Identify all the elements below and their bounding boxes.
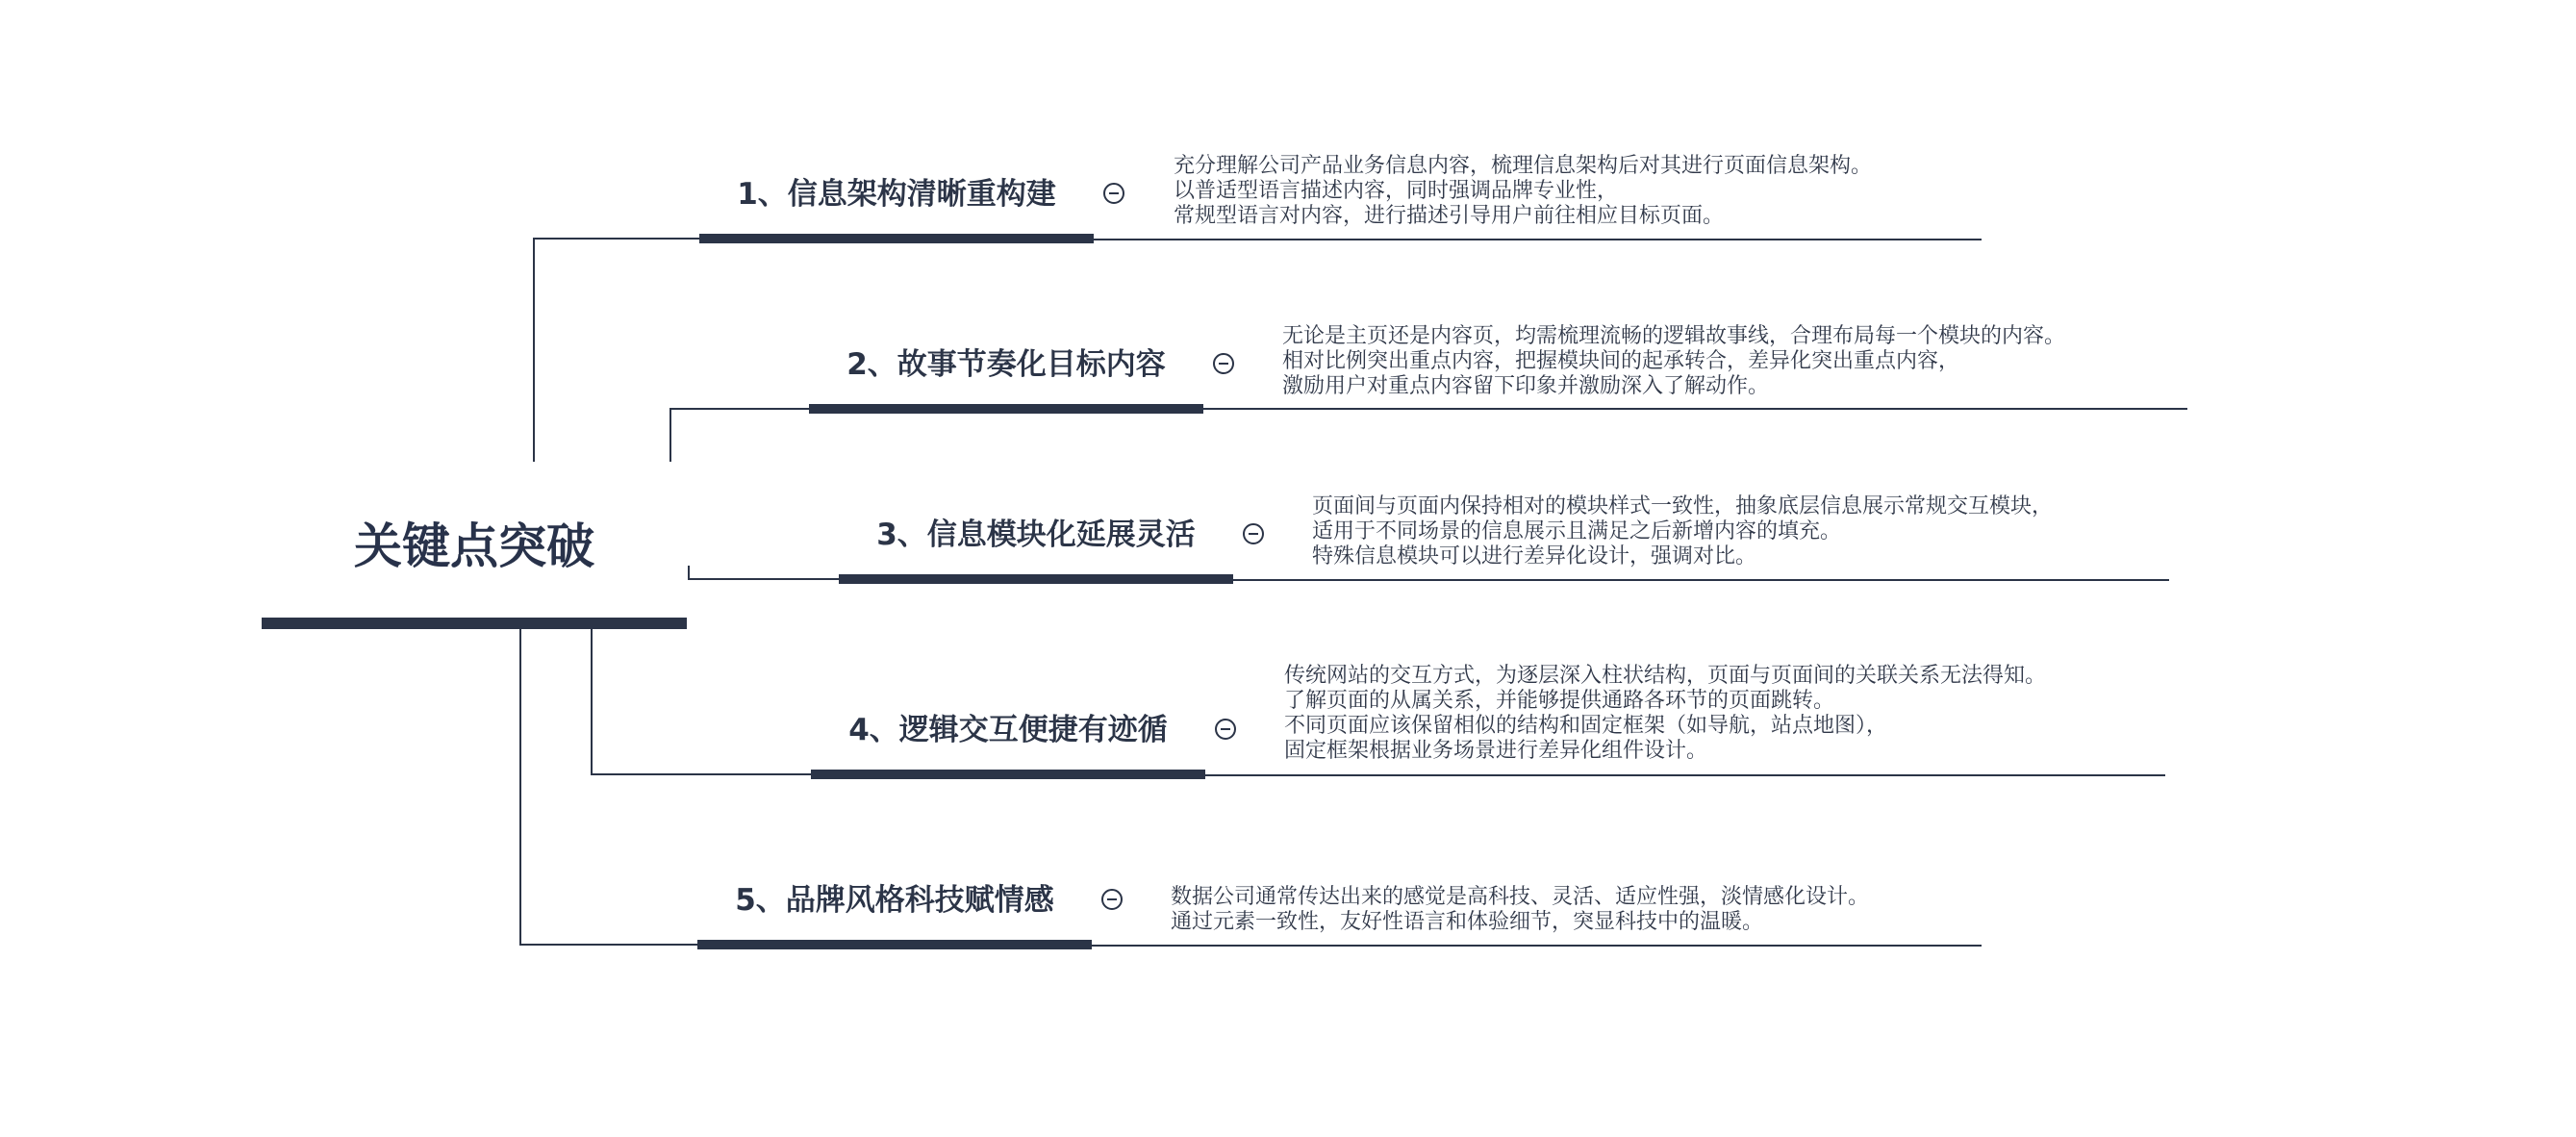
description-line: 充分理解公司产品业务信息内容，梳理信息架构后对其进行页面信息架构。 bbox=[1174, 154, 1873, 178]
branch-topic-2[interactable]: 2、故事节奏化目标内容 bbox=[846, 347, 1166, 382]
description-line: 相对比例突出重点内容，把握模块间的起承转合，差异化突出重点内容， bbox=[1282, 349, 1960, 373]
description-line: 常规型语言对内容，进行描述引导用户前往相应目标页面。 bbox=[1174, 204, 1725, 228]
description-line: 特殊信息模块可以进行差异化设计，强调对比。 bbox=[1312, 544, 1757, 568]
minus-circle-icon[interactable] bbox=[1215, 719, 1236, 740]
connector-3 bbox=[689, 566, 839, 579]
description-line: 固定框架根据业务场景进行差异化组件设计。 bbox=[1284, 739, 1708, 763]
description-line: 无论是主页还是内容页，均需梳理流畅的逻辑故事线，合理布局每一个模块的内容。 bbox=[1282, 324, 2066, 348]
branch-1-underline-bar bbox=[699, 234, 1094, 243]
description-line: 通过元素一致性，友好性语言和体验细节，突显科技中的温暖。 bbox=[1171, 910, 1764, 934]
branch-topic-4[interactable]: 4、逻辑交互便捷有迹循 bbox=[848, 713, 1168, 747]
description-line: 不同页面应该保留相似的结构和固定框架（如导航，站点地图）， bbox=[1284, 714, 1888, 738]
branch-topic-5[interactable]: 5、品牌风格科技赋情感 bbox=[735, 883, 1054, 918]
branch-4-underline-bar bbox=[811, 770, 1205, 779]
description-line: 以普适型语言描述内容，同时强调品牌专业性， bbox=[1174, 179, 1619, 203]
description-line: 数据公司通常传达出来的感觉是高科技、灵活、适应性强，淡情感化设计。 bbox=[1171, 885, 1870, 909]
description-line: 页面间与页面内保持相对的模块样式一致性，抽象底层信息展示常规交互模块， bbox=[1312, 494, 2054, 518]
minus-circle-icon[interactable] bbox=[1101, 889, 1123, 910]
description-line: 激励用户对重点内容留下印象并激励深入了解动作。 bbox=[1282, 374, 1770, 398]
minus-circle-icon[interactable] bbox=[1243, 523, 1264, 544]
branch-3-underline-bar bbox=[839, 574, 1233, 584]
branch-5-description bbox=[1171, 885, 1869, 935]
connector-1 bbox=[534, 239, 699, 462]
description-line: 传统网站的交互方式，为逐层深入柱状结构，页面与页面间的关联关系无法得知。 bbox=[1284, 664, 2047, 688]
branch-2-description bbox=[1282, 324, 2065, 399]
branch-3-description bbox=[1312, 494, 2053, 569]
description-line: 了解页面的从属关系，并能够提供通路各环节的页面跳转。 bbox=[1284, 689, 1835, 713]
connector-5 bbox=[520, 629, 697, 945]
root-topic[interactable]: 关键点突破 bbox=[354, 518, 594, 574]
branch-5-underline-bar bbox=[697, 940, 1092, 949]
connector-2 bbox=[670, 409, 809, 462]
branch-2-underline-bar bbox=[809, 404, 1203, 414]
minus-circle-icon[interactable] bbox=[1103, 183, 1124, 204]
branch-topic-3[interactable]: 3、信息模块化延展灵活 bbox=[876, 518, 1196, 552]
branch-topic-1[interactable]: 1、信息架构清晰重构建 bbox=[737, 177, 1056, 212]
connector-4 bbox=[592, 629, 811, 774]
branch-4-description bbox=[1284, 664, 2046, 764]
branch-1-description bbox=[1174, 154, 1872, 229]
root-underline-bar bbox=[262, 618, 687, 629]
minus-circle-icon[interactable] bbox=[1213, 353, 1234, 374]
description-line: 适用于不同场景的信息展示且满足之后新增内容的填充。 bbox=[1312, 519, 1842, 543]
